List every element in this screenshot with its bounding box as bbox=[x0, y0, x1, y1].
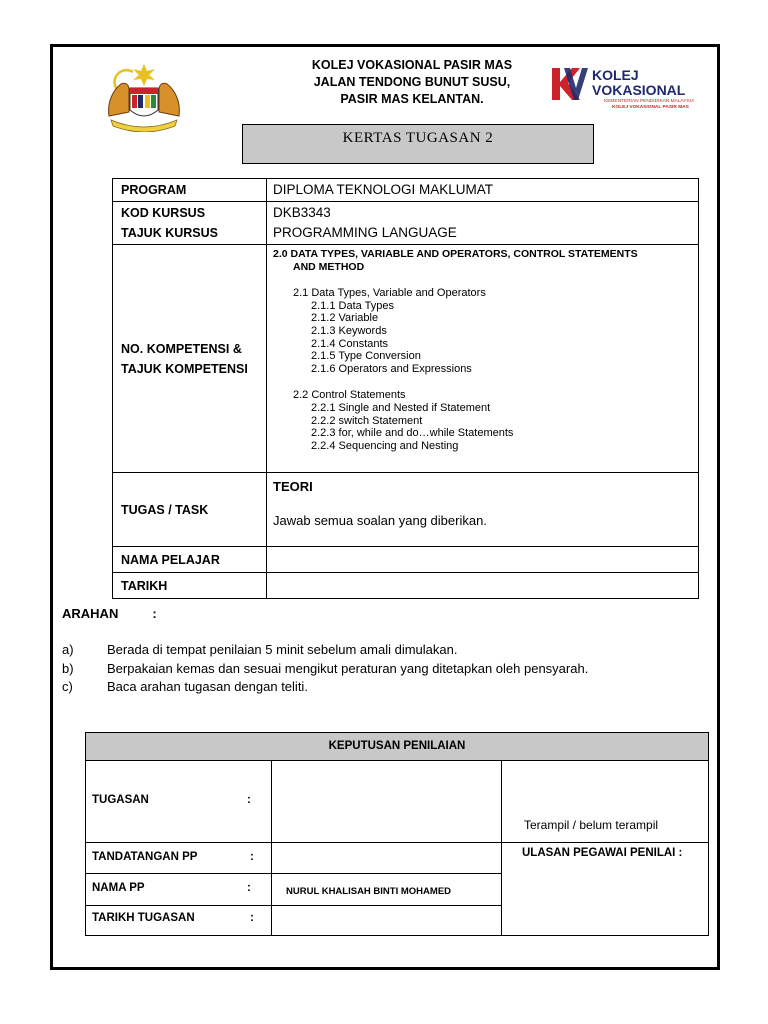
program-row bbox=[113, 179, 699, 202]
tarikh-tugasan-colon: : bbox=[250, 912, 254, 924]
instruction-list bbox=[62, 641, 588, 697]
topic-item: 2.1.6 Operators and Expressions bbox=[311, 362, 472, 375]
program-label: PROGRAM bbox=[113, 179, 267, 202]
topic-item: 2.1.5 Type Conversion bbox=[311, 350, 421, 363]
tugas-label: TUGAS / TASK bbox=[113, 473, 267, 547]
tugasan-colon: : bbox=[247, 794, 251, 806]
coat-of-arms-icon bbox=[103, 62, 185, 132]
grid-line bbox=[86, 873, 501, 874]
instruction-marker: b) bbox=[62, 660, 74, 676]
topic-item: 2.2.2 switch Statement bbox=[311, 414, 423, 427]
kod-kursus-value: DKB3343 bbox=[273, 205, 331, 220]
arahan-colon: : bbox=[152, 606, 157, 621]
topic-item: 2.2.4 Sequencing and Nesting bbox=[311, 439, 459, 452]
kompetensi-heading-cont: AND METHOD bbox=[293, 260, 365, 273]
kompetensi-row bbox=[113, 245, 699, 473]
instruction-text: Baca arahan tugasan dengan teliti. bbox=[107, 679, 308, 694]
tugasan-label: TUGASAN bbox=[92, 794, 149, 806]
tugas-content bbox=[267, 473, 699, 547]
instruction-item bbox=[62, 678, 588, 697]
grid-line bbox=[271, 760, 272, 935]
instruction-item bbox=[62, 660, 588, 679]
nama-pelajar-label: NAMA PELAJAR bbox=[113, 547, 267, 573]
grid-line bbox=[86, 842, 501, 843]
tandatangan-label: TANDATANGAN PP bbox=[92, 851, 198, 863]
school-city: PASIR MAS KELANTAN. bbox=[340, 92, 484, 106]
school-name: KOLEJ VOKASIONAL PASIR MAS bbox=[311, 58, 513, 72]
nama-pp-colon: : bbox=[247, 882, 251, 894]
terampil-status: Terampil / belum terampil bbox=[524, 818, 659, 832]
tarikh-field[interactable] bbox=[267, 573, 699, 599]
kompetensi-label-line-1: NO. KOMPETENSI & bbox=[121, 341, 242, 356]
instruction-marker: a) bbox=[62, 642, 74, 657]
grid-line bbox=[501, 760, 502, 935]
kod-tajuk-row bbox=[113, 202, 699, 245]
topic-item: 2.1.3 Keywords bbox=[311, 324, 387, 337]
school-header bbox=[300, 57, 524, 108]
kod-tajuk-labels bbox=[113, 202, 267, 245]
tugas-title: TEORI bbox=[273, 479, 313, 494]
topic-item: 2.2.1 Single and Nested if Statement bbox=[311, 401, 491, 414]
tarikh-row bbox=[113, 573, 699, 599]
logo-campus: KOLEJ VOKASIONAL PASIR MAS bbox=[612, 105, 689, 110]
evaluation-table bbox=[85, 732, 709, 936]
kolej-vokasional-logo bbox=[550, 64, 702, 110]
section-title: 2.2 Control Statements bbox=[293, 389, 406, 402]
tandatangan-colon: : bbox=[250, 851, 254, 863]
logo-ministry: KEMENTERIAN PENDIDIKAN MALAYSIA bbox=[604, 99, 695, 104]
school-address-line: JALAN TENDONG BUNUT SUSU, bbox=[313, 75, 511, 89]
instruction-text: Berada di tempat penilaian 5 minit sebelum amali dimulakan. bbox=[107, 642, 458, 657]
course-info-table bbox=[112, 178, 699, 599]
kompetensi-label bbox=[113, 245, 267, 473]
document-title: KERTAS TUGASAN 2 bbox=[242, 124, 594, 164]
topic-item: 2.1.2 Variable bbox=[311, 312, 379, 325]
nama-pelajar-row bbox=[113, 547, 699, 573]
kompetensi-label-line-2: TAJUK KOMPETENSI bbox=[121, 361, 248, 376]
section-title: 2.1 Data Types, Variable and Operators bbox=[293, 287, 486, 300]
kod-kursus-label: KOD KURSUS bbox=[121, 206, 206, 220]
tarikh-tugasan-label: TARIKH TUGASAN bbox=[92, 912, 195, 924]
arahan-label: ARAHAN bbox=[62, 606, 119, 621]
instruction-text: Berpakaian kemas dan sesuai mengikut peraturan yang ditetapkan oleh pensyarah. bbox=[107, 660, 589, 676]
kompetensi-topics bbox=[267, 245, 699, 473]
instruction-marker: c) bbox=[62, 679, 73, 694]
nama-pp-label: NAMA PP bbox=[92, 882, 145, 894]
grid-line bbox=[501, 842, 708, 843]
grid-line bbox=[86, 905, 501, 906]
arahan-heading bbox=[62, 606, 157, 621]
topic-item: 2.2.3 for, while and do…while Statements bbox=[311, 427, 514, 440]
evaluation-header: KEPUTUSAN PENILAIAN bbox=[86, 733, 708, 761]
kod-tajuk-values bbox=[267, 202, 699, 245]
nama-pelajar-field[interactable] bbox=[267, 547, 699, 573]
logo-line-1: KOLEJ bbox=[592, 67, 639, 83]
instruction-item bbox=[62, 641, 588, 660]
logo-line-2: VOKASIONAL bbox=[592, 82, 686, 98]
nama-pp-value: NURUL KHALISAH BINTI MOHAMED bbox=[286, 886, 452, 897]
topic-item: 2.1.1 Data Types bbox=[311, 299, 394, 312]
tarikh-label: TARIKH bbox=[113, 573, 267, 599]
tajuk-kursus-label: TAJUK KURSUS bbox=[121, 226, 218, 240]
topic-item: 2.1.4 Constants bbox=[311, 337, 389, 350]
program-value: DIPLOMA TEKNOLOGI MAKLUMAT bbox=[267, 179, 699, 202]
ulasan-label: ULASAN PEGAWAI PENILAI : bbox=[522, 847, 683, 859]
tajuk-kursus-value: PROGRAMMING LANGUAGE bbox=[273, 225, 457, 240]
tugas-text: Jawab semua soalan yang diberikan. bbox=[273, 513, 487, 528]
kompetensi-heading: 2.0 DATA TYPES, VARIABLE AND OPERATORS, CONTROL STATEMENTS bbox=[273, 248, 638, 260]
tugas-row bbox=[113, 473, 699, 547]
